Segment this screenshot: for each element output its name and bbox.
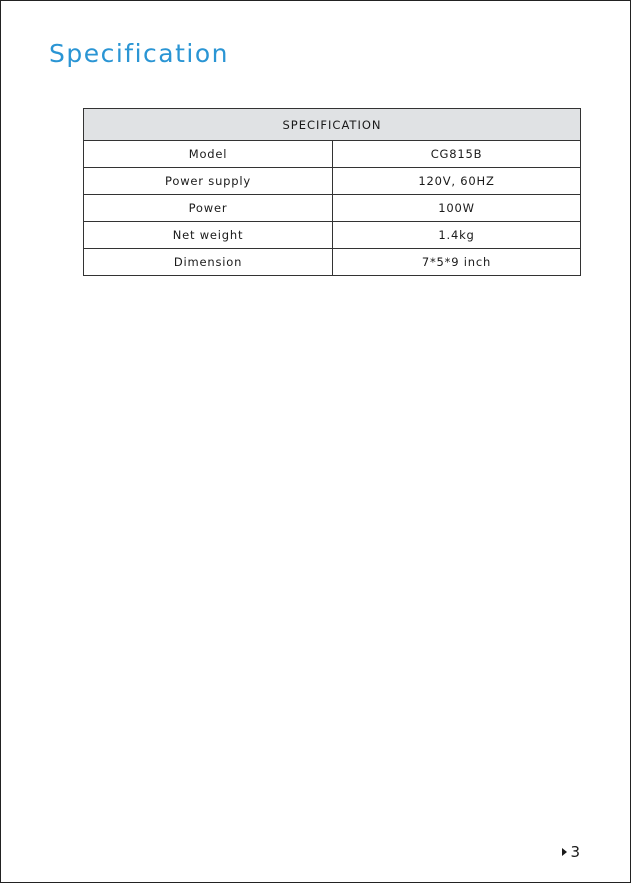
spec-value-net-weight: 1.4kg — [333, 222, 581, 249]
spec-label-power-supply: Power supply — [84, 168, 333, 195]
spec-value-power-supply: 120V, 60HZ — [333, 168, 581, 195]
specification-table — [83, 108, 581, 276]
page-number — [562, 843, 580, 861]
table-row — [84, 141, 581, 168]
table-row — [84, 168, 581, 195]
spec-label-model: Model — [84, 141, 333, 168]
page-title: Specification — [49, 39, 230, 68]
table-row — [84, 195, 581, 222]
table-row — [84, 222, 581, 249]
spec-value-dimension: 7*5*9 inch — [333, 249, 581, 276]
table-header: SPECIFICATION — [84, 109, 581, 141]
table-header-row — [84, 109, 581, 141]
table-row — [84, 249, 581, 276]
triangle-right-icon — [562, 848, 567, 856]
page-number-value: 3 — [570, 843, 580, 861]
spec-label-net-weight: Net weight — [84, 222, 333, 249]
spec-value-model: CG815B — [333, 141, 581, 168]
spec-value-power: 100W — [333, 195, 581, 222]
spec-label-dimension: Dimension — [84, 249, 333, 276]
spec-label-power: Power — [84, 195, 333, 222]
